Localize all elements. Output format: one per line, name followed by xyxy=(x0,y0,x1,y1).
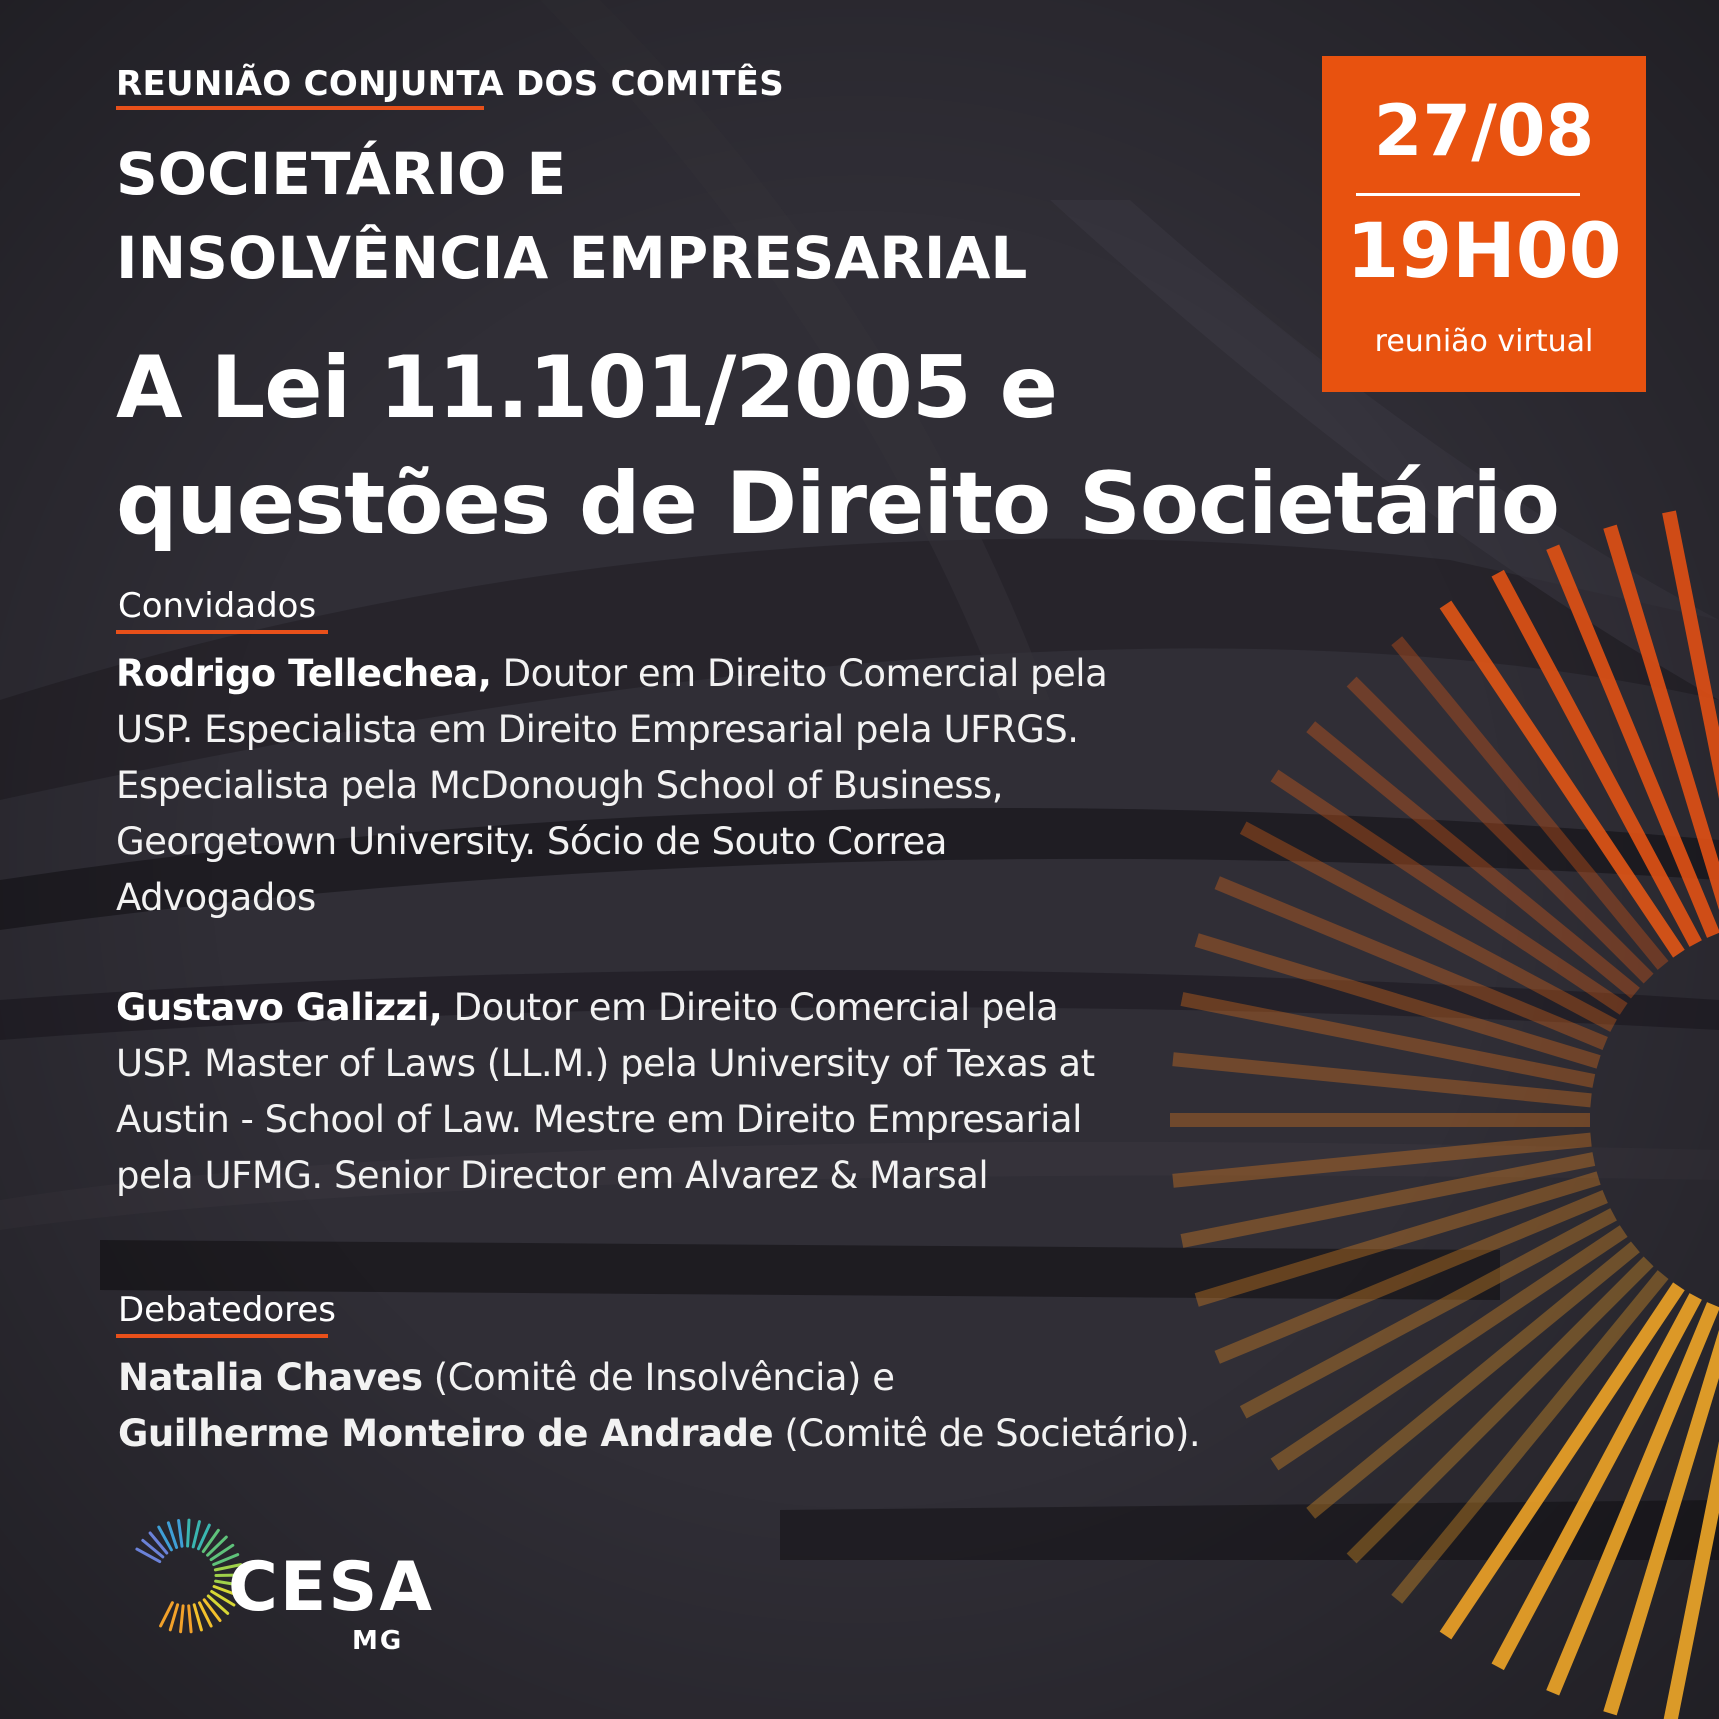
event-time: 19H00 xyxy=(1346,206,1622,295)
guest-bio-2 xyxy=(116,980,1156,1204)
headline-line-2: questões de Direito Societário xyxy=(116,454,1559,554)
logo-ray xyxy=(188,1520,189,1546)
debater-detail: (Comitê de Insolvência) e xyxy=(433,1356,895,1399)
guest-bio-line: Doutor em Direito Comercial pela xyxy=(453,986,1059,1029)
guest-bio-line: pela UFMG. Senior Director em Alvarez & Marsal xyxy=(116,1154,989,1197)
guest-name: Gustavo Galizzi, xyxy=(116,986,443,1029)
committee-line-2: INSOLVÊNCIA EMPRESARIAL xyxy=(116,224,1028,292)
debater-name: Guilherme Monteiro de Andrade xyxy=(118,1412,774,1455)
logo-ray xyxy=(161,1603,173,1626)
guests-underline xyxy=(116,630,328,634)
debaters-underline xyxy=(116,1334,328,1338)
guest-bio-line: Advogados xyxy=(116,876,316,919)
guest-bio-line: Doutor em Direito Comercial pela xyxy=(502,652,1108,695)
event-date: 27/08 xyxy=(1373,90,1595,172)
committee-title xyxy=(116,132,1027,300)
logo-ray xyxy=(179,1521,182,1547)
guest-bio-line: USP. Especialista em Direito Empresarial pela UFRGS. xyxy=(116,708,1079,751)
committee-line-1: SOCIETÁRIO E xyxy=(116,140,567,208)
debaters-label: Debatedores xyxy=(118,1290,337,1330)
date-box xyxy=(1322,56,1646,392)
logo-ray xyxy=(194,1605,201,1630)
guest-bio-1 xyxy=(116,646,1156,926)
logo-ray xyxy=(189,1606,191,1632)
debater-detail: (Comitê de Societário). xyxy=(784,1412,1201,1455)
logo-ray xyxy=(170,1605,177,1630)
guest-bio-line: Especialista pela McDonough School of Business, xyxy=(116,764,1004,807)
kicker-underline xyxy=(116,106,484,110)
logo-name: CESA xyxy=(228,1548,434,1627)
headline-line-1: A Lei 11.101/2005 e xyxy=(116,338,1057,438)
guests-label: Convidados xyxy=(118,586,317,626)
logo-ray xyxy=(193,1522,199,1547)
debaters-list xyxy=(118,1350,1200,1462)
debater-name: Natalia Chaves xyxy=(118,1356,423,1399)
date-divider xyxy=(1356,193,1580,196)
guest-bio-line: Georgetown University. Sócio de Souto Correa xyxy=(116,820,947,863)
event-mode: reunião virtual xyxy=(1374,324,1594,359)
guest-bio-line: USP. Master of Laws (LL.M.) pela University of Texas at xyxy=(116,1042,1095,1085)
event-kicker: REUNIÃO CONJUNTA DOS COMITÊS xyxy=(116,64,784,104)
guest-name: Rodrigo Tellechea, xyxy=(116,652,492,695)
logo-region: MG xyxy=(352,1626,404,1656)
logo-ray xyxy=(181,1606,184,1632)
guest-bio-line: Austin - School of Law. Mestre em Direito Empresarial xyxy=(116,1098,1082,1141)
